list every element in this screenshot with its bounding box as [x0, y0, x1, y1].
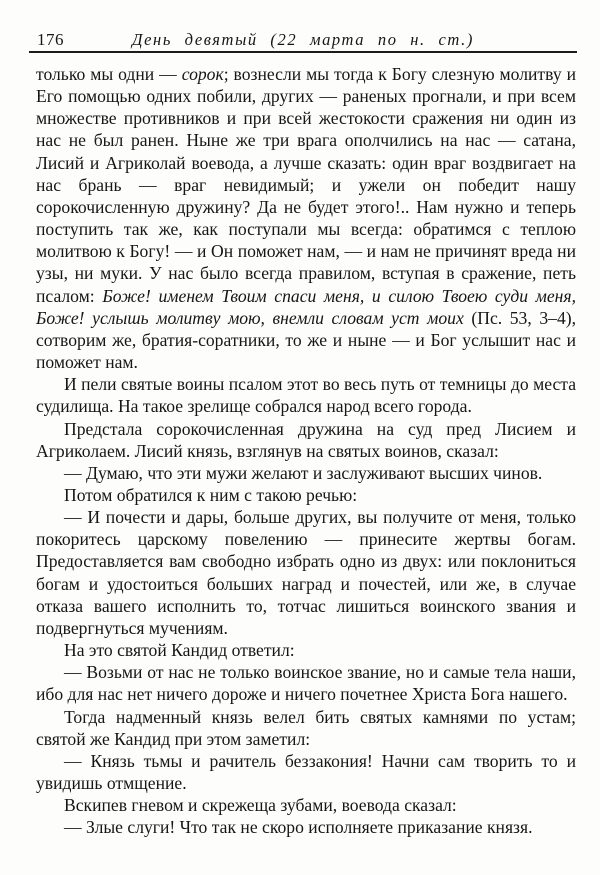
paragraph-dialogue [36, 750, 576, 794]
paragraph [36, 373, 576, 417]
paragraph-dialogue [36, 506, 576, 639]
text-run: — Злые слуги! Что так не скоро исполняете приказание князя. [64, 817, 533, 838]
paragraph-dialogue [36, 816, 576, 838]
text-run: (Пс. 53, 3–4), сотворим же, братия-соратники, то же и ныне — и Бог услышит нас и поможет нам. [36, 307, 577, 373]
paragraph-dialogue [36, 661, 576, 705]
text-run: — Думаю, что эти мужи желают и заслуживают высших чинов. [64, 462, 543, 483]
text-run: — Возьми от нас не только воинское звание, но и самые тела наши, ибо для нас нет ничего дороже и ничего почетнее Христа Бога нашего. [36, 662, 576, 705]
paragraph [36, 484, 576, 506]
page-header [29, 29, 577, 53]
paragraph-dialogue [36, 462, 576, 484]
text-run: Тогда надменный князь велел бить святых камнями по устам; святой же Кандид при этом заметил: [36, 706, 576, 749]
paragraph [36, 706, 576, 750]
paragraph [36, 63, 576, 373]
paragraph [36, 418, 576, 462]
page-number: 176 [37, 30, 64, 49]
text-run: Предстала сорокочисленная дружина на суд пред Лисием и Агриколаем. Лисий князь, взглянув на святых воинов, сказал: [36, 418, 576, 461]
paragraph [36, 794, 576, 816]
text-run: ; вознесли мы тогда к Богу слезную молитву и Его помощью одних побили, других — раненых прогнали, и при всем множестве противников и при всей жестокости сражения ни один из нас не был ранен. Ныне же три врага ополчились на нас — сатана, Лисий и Агриколай воевода, а лучше сказать: один враг воздвигает на нас брань — враг невидимый; и ужели он победит нашу сорокочисленную дружину? Да не будет этого!.. Нам нужно и теперь поступить так же, как поступали мы всегда: обратимся с теплою молитвою к Богу! — и Он поможет нам, — и нам не причинят вреда ни узы, ни муки. У нас было всегда правилом, вступая в сражение, петь псалом: [36, 64, 576, 306]
text-run: Потом обратился к ним с такою речью: [64, 484, 358, 505]
text-run: И пели святые воины псалом этот во весь путь от темницы до места судилища. На такое зрелище собрался народ всего города. [36, 374, 576, 417]
text-run: На это святой Кандид ответил: [64, 640, 295, 661]
running-head: День девятый (22 марта по н. ст.) [132, 30, 474, 49]
paragraph [36, 639, 576, 661]
text-run: только мы одни — [36, 64, 182, 84]
text-run-italic: сорок [181, 64, 224, 84]
text-run: — Князь тьмы и рачитель беззакония! Начни сам творить то и увидишь отмщение. [36, 750, 576, 793]
text-run: — И почести и дары, больше других, вы получите от меня, только покоритесь царскому повелению — принесите жертвы богам. Предоставляется вам свободно избрать одно из двух: или поклониться богам и удостоиться больших наград и почестей, или же, в случае отказа вашего исполнить то, тотчас лишиться воинского звания и подвергнуться мучениям. [36, 507, 576, 638]
body-text [36, 63, 576, 838]
text-run: Вскипев гневом и скрежеща зубами, воевода сказал: [64, 795, 457, 816]
psalm-quote: Боже! именем Твоим спаси меня, и силою Твоею суди меня, Боже! услышь молитву мою, внемли словам уст моих [36, 285, 576, 328]
